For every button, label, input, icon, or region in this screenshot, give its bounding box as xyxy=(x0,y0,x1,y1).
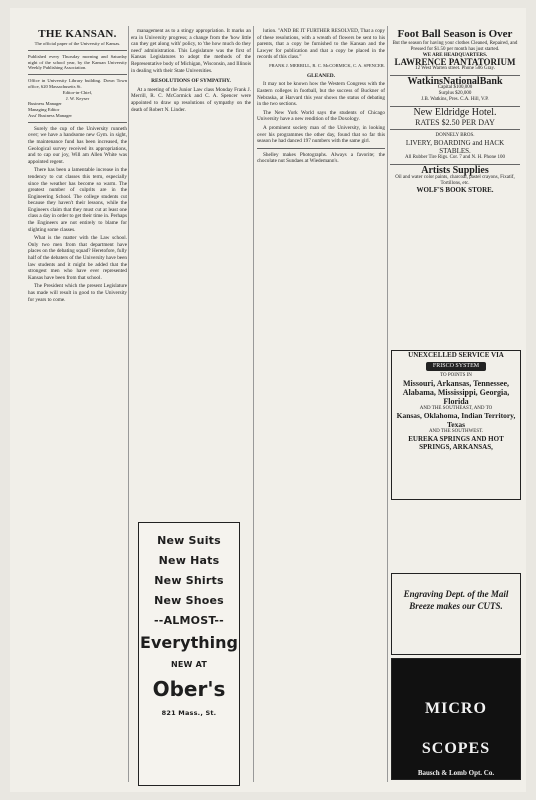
article-paragraph: At a meeting of the Junior Law class Monday Frank J. Merrill, R. C. McCormick and C. A. Spencer were appointed to draw up resolutions of sympathy on the death of Robert N. Linder. xyxy=(131,86,251,113)
frisco-advertisement xyxy=(391,350,521,500)
frisco-southeast: AND THE SOUTHEAST, AND TO xyxy=(419,406,493,411)
article-paragraph: The New York World says the students of Chicago University have a new rendition of the Doxology. xyxy=(257,109,385,123)
engraving-text: Engraving Dept. of the Mail Breeze makes our CUTS. xyxy=(403,589,509,611)
ad-line: New Shoes xyxy=(154,594,224,607)
artists-text: Oil and water color paints, charcoal, pastel crayons, Fixatif, Tortillons, etc. xyxy=(395,174,515,186)
business-manager: Business Manager xyxy=(28,101,62,107)
ad-column xyxy=(390,28,520,194)
ad-new-at: NEW AT xyxy=(171,660,207,669)
divider xyxy=(28,50,127,51)
frisco-logo: FRISCO SYSTEM xyxy=(426,362,486,371)
local-notes: Shelley makes Photographs. Always a favorite; the chocolate nut Sundaes at Wiedemann's. xyxy=(257,151,385,165)
wolf-store: WOLF'S BOOK STORE. xyxy=(416,185,494,194)
pantatorium-address: 12 West Warren street. Phone 506 Gray. xyxy=(415,65,495,71)
football-heading: Foot Ball Season is Over xyxy=(397,28,513,40)
microscopes-advertisement xyxy=(391,658,521,780)
headquarters-text: WE ARE HEADQUARTERS. xyxy=(422,53,488,58)
editorial-paragraph: There has been a lamentable increase in the tendency to cut classes this term, especially since the weather has become so warm. The greatest number of culprits are in the Engineering School. The college students cut because they haven't their lessons, while the Engineers claim that they must cut at least one class a day in order to get their time in. Perhaps the Engineers are not entirely to blame for slighting some classes. xyxy=(28,167,127,233)
livery-text: All Rubber Tire Rigs. Cor. 7 and N. H. Phone 100 xyxy=(404,155,505,161)
article-paragraph: management as to a stingy appropriation. It marks an era in University progress; a change from the 'how little can they get along with' policy, to 'the how much do they need' administration. This Legislature was the first of Kansas Legislatures to adopt the methods of the Representative body of Michigan, Wisconsin, and Illinois in dealing with their State Universities. xyxy=(131,28,251,74)
frisco-southwest: AND THE SOUTHWEST. xyxy=(428,429,484,434)
editor-name: J. W. Keyser xyxy=(65,95,90,101)
frisco-eureka: EUREKA SPRINGS AND HOT SPRINGS, ARKANSAS, xyxy=(408,435,504,451)
frisco-title: UNEXCELLED SERVICE VIA xyxy=(408,351,504,359)
managing-editor: Managing Editor xyxy=(28,107,60,113)
asst-business-manager: Asst' Business Manager xyxy=(28,112,72,118)
frisco-points: TO POINTS IN xyxy=(440,373,472,378)
resolutions-heading: RESOLUTIONS OF SYMPATHY. xyxy=(151,78,231,85)
ad-line: New Shirts xyxy=(154,574,224,587)
article-paragraph: lution. "AND BE IT FURTHER RESOLVED, That a copy of these resolutions, with a wreath of flowers be sent to his parents, that a copy be furnished to the Kansan and the Lawyer for publication and that a copy be placed in the records of this class." xyxy=(257,28,385,61)
divider xyxy=(390,129,520,130)
gleaned-heading: GLEANED. xyxy=(306,72,335,79)
bank-officers: J.B. Watkins, Pres. C.A. Hill, V.P. xyxy=(421,97,489,103)
hotel-rates: RATES $2.50 PER DAY xyxy=(415,117,495,127)
football-text: But the season for having your clothes Cleaned, Repaired, and Pressed for $1.50 per month has just started. xyxy=(392,41,518,52)
article-paragraph: It may not be known how the Western Congress with the Eastern colleges in football, but the success of Buckner of Nebraska, at Harvard this year shows the status of debating in the two sections. xyxy=(257,81,385,108)
engraving-advertisement xyxy=(391,573,521,655)
column-three xyxy=(257,28,385,167)
ad-almost: --ALMOST-- xyxy=(154,614,224,627)
ad-line: New Hats xyxy=(158,554,220,567)
microscopes-title: MICRO SCOPES xyxy=(421,700,491,757)
masthead-column xyxy=(28,28,127,305)
column-rule xyxy=(387,26,388,782)
publication-info: Published every Thursday morning and Saturday night of the school year, by the Kansan University Weekly Publishing Association. xyxy=(28,53,127,71)
newspaper-page xyxy=(10,8,526,792)
donnelly-name: DONNELY BROS. xyxy=(435,133,475,139)
artists-heading: Artists Supplies xyxy=(421,165,489,177)
ad-line: New Suits xyxy=(157,534,221,547)
bank-capital: Capital $100,000 xyxy=(437,85,473,91)
column-two xyxy=(131,28,251,115)
column-rule xyxy=(253,26,254,782)
ad-address: 821 Mass., St. xyxy=(161,709,217,717)
editorial-paragraph: The President which the present Legislature has made will result in good to the University for years to come. xyxy=(28,283,127,303)
signers: FRANK J. MERRILL, R. C. McCORMICK, C. A. SPENCER. xyxy=(269,62,385,68)
frisco-kansas: Kansas, Oklahoma, Indian Territory, Texas xyxy=(396,411,516,429)
ad-everything: Everything xyxy=(140,633,238,652)
column-rule xyxy=(128,26,129,782)
divider xyxy=(28,122,127,123)
frisco-states: Missouri, Arkansas, Tennessee, Alabama, Mississippi, Georgia, Florida xyxy=(402,379,510,406)
livery-title: LIVERY, BOARDING and HACK STABLES. xyxy=(405,139,505,156)
divider xyxy=(257,148,385,149)
obers-advertisement xyxy=(138,522,240,786)
divider xyxy=(28,74,127,75)
bank-surplus: Surplus $20,000 xyxy=(438,91,472,97)
masthead-title: THE KANSAN. xyxy=(38,28,117,40)
microscopes-company: Bausch & Lomb Opt. Co. xyxy=(417,769,495,777)
office-info: Office in University Library building. Down Town office, 620 Massachusetts St. xyxy=(28,78,127,89)
editor-label: Editor-in-Chief, xyxy=(62,89,93,95)
pantatorium-name: LAWRENCE PANTATORIUM xyxy=(394,57,516,67)
article-paragraph: A prominent society man of the University, in looking over his programmes the other day, found that so far this season he had danced 197 numbers with the same girl. xyxy=(257,124,385,145)
masthead-subtitle: The official paper of the University of Kansas. xyxy=(34,41,121,46)
hotel-name: New Eldridge Hotel. xyxy=(413,107,497,119)
ad-store-name: Ober's xyxy=(152,677,226,701)
editorial-paragraph: What is the matter with the Law school. Only two men from that department have places on the debating squad? Heretofore, fully half of the debaters of the University have been law students and it might be added that the strongest men who have ever represented Kansas have been from that school. xyxy=(28,235,127,281)
bank-name: WatkinsNationalBank xyxy=(407,75,503,87)
editorial-paragraph: Surely the cup of the University runneth over; we have a handsome new Gym. in sight, the maintenance fund has been increased, the Geological survey received its appropriations, and to cap our joy, Will am Allen White was appointed regent. xyxy=(28,125,127,165)
